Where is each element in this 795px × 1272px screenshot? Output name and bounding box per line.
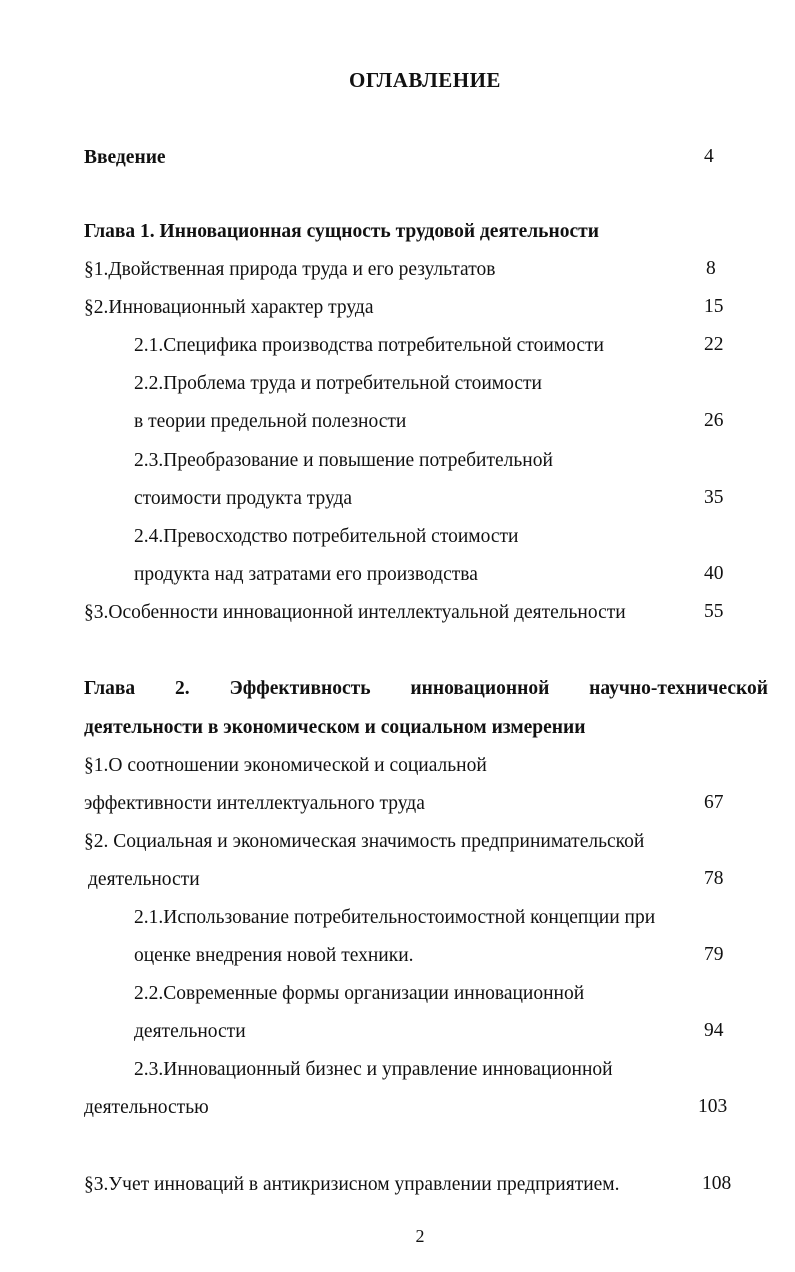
page-title: ОГЛАВЛЕНИЕ: [349, 68, 501, 92]
toc-item-page: 26: [704, 410, 724, 431]
chapter2-title-line2: деятельности в экономическом и социальном измерении: [84, 717, 586, 738]
chapter2-title-word: инновационной: [410, 678, 550, 699]
toc-subitem: 2.1.Специфика производства потребительной стоимости: [134, 335, 604, 356]
chapter2-title-word: 2.: [175, 678, 190, 699]
toc-subitem-cont: оценке внедрения новой техники.: [134, 945, 414, 966]
toc-subitem-cont: продукта над затратами его производства: [134, 564, 478, 585]
toc-item-cont: эффективности интеллектуального труда: [84, 793, 425, 814]
toc-subitem: 2.3.Преобразование и повышение потребительной: [134, 450, 553, 471]
toc-subitem: 2.2.Проблема труда и потребительной стоимости: [134, 373, 542, 394]
toc-item: §2. Социальная и экономическая значимость предпринимательской: [84, 831, 645, 852]
toc-item: §3.Особенности инновационной интеллектуальной деятельности: [84, 602, 626, 623]
chapter2-title-word: Эффективность: [229, 678, 371, 699]
toc-subitem-cont: в теории предельной полезности: [134, 411, 407, 432]
toc-item-page: 67: [704, 792, 724, 813]
chapter1-title: Глава 1. Инновационная сущность трудовой деятельности: [84, 221, 599, 242]
toc-item-page: 78: [704, 868, 724, 889]
toc-intro-title: Введение: [84, 147, 166, 168]
toc-item: §3.Учет инноваций в антикризисном управлении предприятием.: [84, 1174, 620, 1195]
toc-item: §1.Двойственная природа труда и его результатов: [84, 259, 496, 280]
chapter2-title-word: Глава: [84, 678, 136, 699]
toc-item-cont: деятельности: [88, 869, 200, 890]
toc-subitem: 2.3.Инновационный бизнес и управление инновационной: [134, 1059, 613, 1080]
toc-item-page: 22: [704, 334, 724, 355]
toc-subitem-cont: стоимости продукта труда: [134, 488, 353, 509]
toc-item-page: 103: [698, 1096, 728, 1117]
toc-subitem-cont: деятельностью: [84, 1097, 209, 1118]
toc-item-page: 55: [704, 601, 724, 622]
toc-item-page: 8: [706, 258, 716, 279]
chapter2-title-word: научно-технической: [589, 678, 768, 699]
toc-item-page: 79: [704, 944, 724, 965]
page-number: 2: [415, 1226, 425, 1246]
toc-subitem-cont: деятельности: [134, 1021, 246, 1042]
chapter2-title-line1: [84, 677, 768, 701]
toc-item: §2.Инновационный характер труда: [84, 297, 374, 318]
toc-item-page: 15: [704, 296, 724, 317]
toc-item-page: 108: [702, 1173, 732, 1194]
toc-subitem: 2.1.Использование потребительностоимостной концепции при: [134, 907, 656, 928]
toc-item-page: 94: [704, 1020, 724, 1041]
toc-item: §1.О соотношении экономической и социальной: [84, 755, 487, 776]
toc-subitem: 2.4.Превосходство потребительной стоимости: [134, 526, 519, 547]
toc-item-page: 35: [704, 487, 724, 508]
toc-subitem: 2.2.Современные формы организации инновационной: [134, 983, 585, 1004]
toc-intro-page: 4: [704, 146, 714, 167]
toc-item-page: 40: [704, 563, 724, 584]
